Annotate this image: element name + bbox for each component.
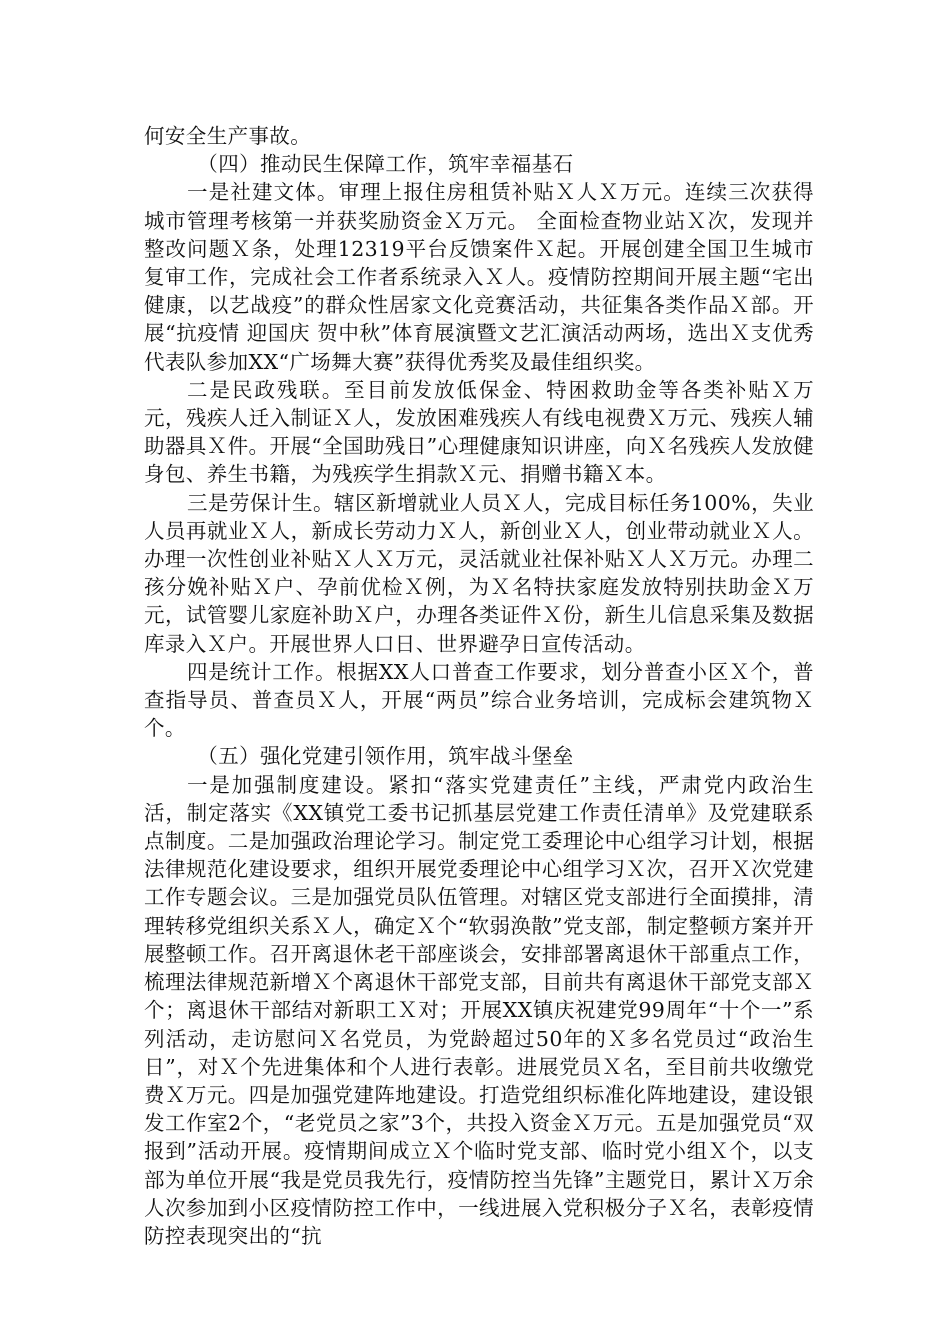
paragraph-party-building: 一是加强制度建设。紧扣“落实党建责任”主线，严肃党内政治生活，制定落实《XX镇党工委书记抓基层党建工作责任清单》及党建联系点制度。二是加强政治理论学习。制定党工委理论中心组学习计划，根据法律规范化建设要求，组织开展党委理论中心组学习Ｘ次，召开Ｘ次党建工作专题会议。三是加强党员队伍管理。对辖区党支部进行全面摸排，清理转移党组织关系Ｘ人，确定Ｘ个“软弱涣散”党支部，制定整顿方案并开展整顿工作。召开离退休老干部座谈会，安排部署离退休干部重点工作，梳理法律规范新增Ｘ个离退休干部党支部，目前共有离退休干部党支部Ｘ个；离退休干部结对新职工Ｘ对；开展XX镇庆祝建党99周年“十个一”系列活动，走访慰问Ｘ名党员，为党龄超过50年的Ｘ多名党员过“政治生日”，对Ｘ个先进集体和个人进行表彰。进展党员Ｘ名，至目前共收缴党费Ｘ万元。四是加强党建阵地建设。打造党组织标准化阵地建设，建设银发工作室2个，“老党员之家”3个，共投入资金Ｘ万元。五是加强党员“双报到”活动开展。疫情期间成立Ｘ个临时党支部、临时党小组Ｘ个，以支部为单位开展“我是党员我先行，疫情防控当先锋”主题党日，累计Ｘ万余人次参加到小区疫情防控工作中，一线进展入党积极分子Ｘ名，表彰疫情防控表现突出的“抗 [144, 772, 814, 1248]
paragraph-continued: 何安全生产事故。 [144, 124, 312, 148]
section-heading-four: （四）推动民生保障工作，筑牢幸福基石 [197, 152, 574, 177]
paragraph-civil-affairs: 二是民政残联。至目前发放低保金、特困救助金等各类补贴Ｘ万元，残疾人迁入制证Ｘ人，发放困难残疾人有线电视费Ｘ万元、残疾人辅助器具Ｘ件。开展“全国助残日”心理健康知识讲座，向Ｘ名残疾人发放健身包、养生书籍，为残疾学生捐款Ｘ元、捐赠书籍Ｘ本。 [144, 377, 814, 487]
section-heading-five: （五）强化党建引领作用，筑牢战斗堡垒 [197, 744, 574, 769]
paragraph-social-culture: 一是社建文体。审理上报住房租赁补贴Ｘ人Ｘ万元。连续三次获得城市管理考核第一并获奖励资金Ｘ万元。 全面检查物业站Ｘ次，发现并整改问题Ｘ条，处理12319平台反馈案件Ｘ起。开展创建全国卫生城市复审工作，完成社会工作者系统录入Ｘ人。疫情防控期间开展主题“宅出健康，以艺战疫”的群众性居家文化竞赛活动，共征集各类作品Ｘ部。开展“抗疫情 迎国庆 贺中秋”体育展演暨文艺汇演活动两场，选出Ｘ支优秀代表队参加XX“广场舞大赛”获得优秀奖及最佳组织奖。 [144, 180, 814, 374]
document-body [144, 122, 814, 1250]
paragraph-labor-security: 三是劳保计生。辖区新增就业人员Ｘ人，完成目标任务100%，失业人员再就业Ｘ人，新成长劳动力Ｘ人，新创业Ｘ人，创业带动就业Ｘ人。办理一次性创业补贴Ｘ人Ｘ万元，灵活就业社保补贴Ｘ人Ｘ万元。办理二孩分娩补贴Ｘ户、孕前优检Ｘ例，为Ｘ名特扶家庭发放特别扶助金Ｘ万元，试管婴儿家庭补助Ｘ户，办理各类证件Ｘ份，新生儿信息采集及数据库录入Ｘ户。开展世界人口日、世界避孕日宣传活动。 [144, 490, 814, 656]
paragraph-statistics: 四是统计工作。根据XX人口普查工作要求，划分普查小区Ｘ个，普查指导员、普查员Ｘ人，开展“两员”综合业务培训，完成标会建筑物Ｘ个。 [144, 659, 814, 741]
